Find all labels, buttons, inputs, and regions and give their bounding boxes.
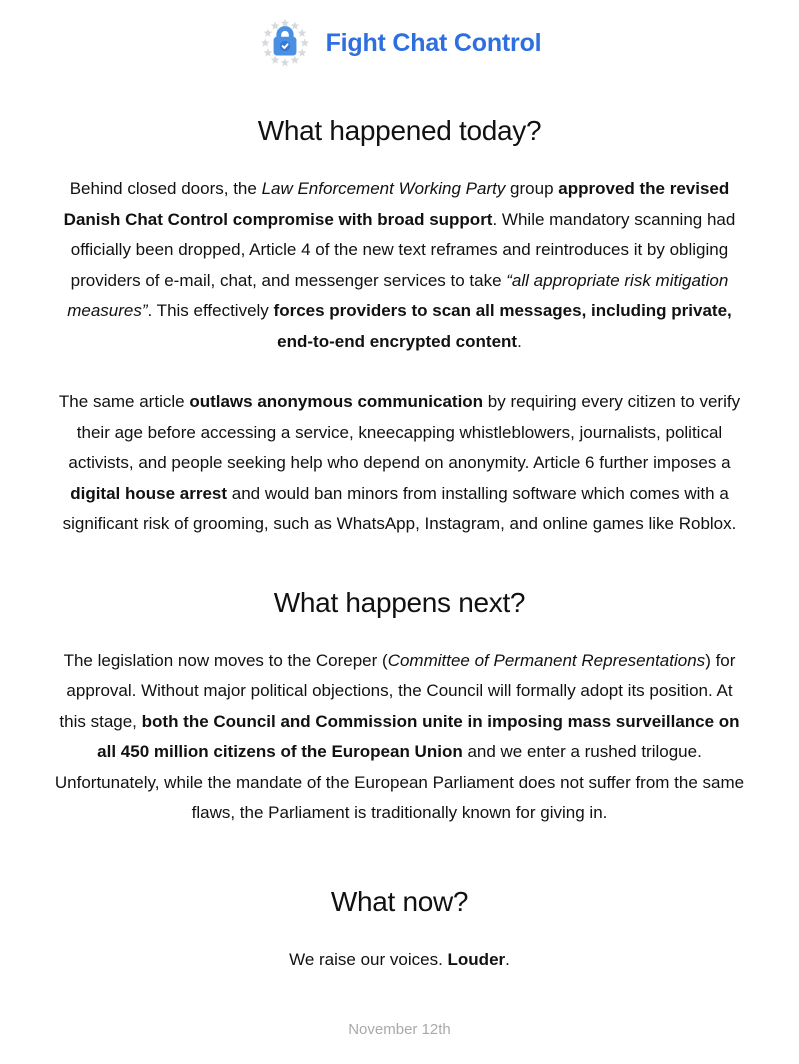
date-stamp: November 12th	[348, 1021, 451, 1038]
section-heading: What happens next?	[273, 586, 526, 618]
newsletter-body	[54, 114, 746, 975]
paragraph: The legislation now moves to the Coreper (Committee of Permanent Representations) for approval. Without major political objections, the Council will formally adopt its position. At this stage, both the Council and Commission unite in imposing mass surveillance on all 450 million citizens of the European Union and we enter a rushed trilogue. Unfortunately, while the mandate of the European Parliament does not suffer from the same flaws, the Parliament is traditionally known for giving in.	[54, 650, 745, 822]
section-heading: What happened today?	[257, 115, 542, 146]
paragraph: Behind closed doors, the Law Enforcement Working Party group approved the revised Danish Chat Control compromise with broad support. While mandatory scanning had officially been dropped, Article 4 of the new text reframes and reintroduces it by obliging providers of e-mail, chat, and messenger services to take “all appropriate risk mitigation measures”. This effectively forces providers to scan all messages, including private, end-to-end encrypted content.	[63, 179, 736, 351]
section-what-now	[54, 885, 746, 976]
paragraph: The same article outlaws anonymous communication by requiring every citizen to verify their age before accessing a service, kneecapping whistleblowers, journalists, political activists, and people seeking help who depend on anonymity. Article 6 further imposes a digital house arrest and would ban minors from installing software which comes with a significant risk of grooming, such as WhatsApp, Instagram, and online games like Roblox.	[58, 392, 741, 533]
section-heading: What now?	[330, 885, 469, 917]
eu-stars-padlock-icon	[258, 16, 312, 70]
site-title[interactable]: Fight Chat Control	[325, 28, 542, 57]
paragraph: We raise our voices. Louder.	[289, 949, 510, 969]
section-what-happens-next	[54, 586, 746, 829]
footer	[0, 1021, 799, 1064]
site-logo-link[interactable]	[0, 0, 799, 70]
section-what-happened-today	[54, 114, 746, 540]
